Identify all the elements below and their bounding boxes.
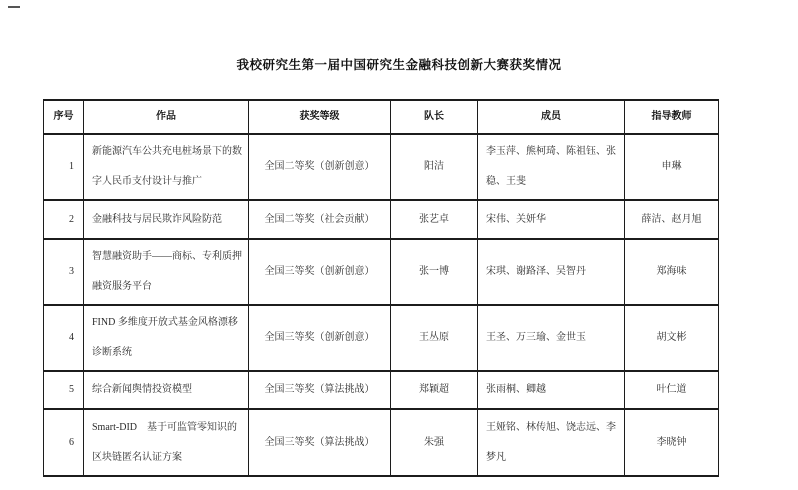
cell-index: 3: [44, 239, 84, 305]
cell-members: 王圣、万三瑜、金世玉: [478, 305, 625, 371]
column-header-members: 成员: [478, 100, 625, 134]
cell-members: 宋伟、关妍华: [478, 200, 625, 239]
cell-teacher: 胡文彬: [625, 305, 719, 371]
cell-captain: 郑颖超: [391, 371, 478, 409]
awards-table: [43, 99, 719, 477]
table-row-5: [44, 371, 719, 409]
cell-teacher: 申琳: [625, 134, 719, 200]
table-row-6: [44, 409, 719, 476]
cell-members: 王娅铭、林传旭、饶志远、李梦凡: [478, 409, 625, 476]
cell-teacher: 叶仁道: [625, 371, 719, 409]
cell-award: 全国三等奖（算法挑战）: [249, 371, 391, 409]
table-row-4: [44, 305, 719, 371]
cell-index: 2: [44, 200, 84, 239]
cell-captain: 阳洁: [391, 134, 478, 200]
cell-work: 金融科技与居民欺诈风险防范: [84, 200, 249, 239]
table-row-2: [44, 200, 719, 239]
cell-members: 宋琪、谢路泽、吴智丹: [478, 239, 625, 305]
document-title: 我校研究生第一届中国研究生金融科技创新大赛获奖情况: [236, 58, 562, 72]
cell-award: 全国二等奖（创新创意）: [249, 134, 391, 200]
cell-index: 1: [44, 134, 84, 200]
cell-index: 4: [44, 305, 84, 371]
cell-teacher: 郑海味: [625, 239, 719, 305]
cell-work: 新能源汽车公共充电桩场景下的数字人民币支付设计与推广: [84, 134, 249, 200]
column-header-teacher: 指导教师: [625, 100, 719, 134]
table-header-row: [44, 100, 719, 134]
cell-work: FIND 多维度开放式基金风格漂移诊断系统: [84, 305, 249, 371]
cell-captain: 王丛原: [391, 305, 478, 371]
cell-members: 李玉萍、熊柯琦、陈祖钰、张稳、王斐: [478, 134, 625, 200]
cell-index: 5: [44, 371, 84, 409]
cell-captain: 张艺卓: [391, 200, 478, 239]
cell-teacher: 薛洁、赵月旭: [625, 200, 719, 239]
cell-work: 综合新闻舆情投资模型: [84, 371, 249, 409]
cell-award: 全国二等奖（社会贡献）: [249, 200, 391, 239]
table-row-1: [44, 134, 719, 200]
cell-captain: 张一博: [391, 239, 478, 305]
cell-work: 智慧融资助手——商标、专利质押融资服务平台: [84, 239, 249, 305]
table-row-3: [44, 239, 719, 305]
column-header-work: 作品: [84, 100, 249, 134]
cell-members: 张雨桐、卿越: [478, 371, 625, 409]
column-header-captain: 队长: [391, 100, 478, 134]
cell-award: 全国三等奖（创新创意）: [249, 239, 391, 305]
cell-award: 全国三等奖（算法挑战）: [249, 409, 391, 476]
cell-teacher: 李晓钟: [625, 409, 719, 476]
cell-award: 全国三等奖（创新创意）: [249, 305, 391, 371]
cell-captain: 朱强: [391, 409, 478, 476]
page-corner-mark: [8, 6, 20, 8]
column-header-index: 序号: [44, 100, 84, 134]
cell-work: Smart-DID 基于可监管零知识的区块链匿名认证方案: [84, 409, 249, 476]
column-header-award: 获奖等级: [249, 100, 391, 134]
cell-index: 6: [44, 409, 84, 476]
